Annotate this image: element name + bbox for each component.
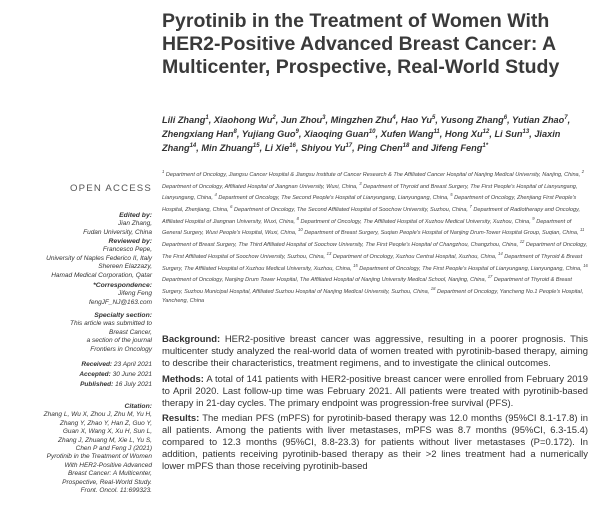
citation-block <box>0 403 152 495</box>
accepted-date: Accepted: 30 June 2021 <box>79 371 152 378</box>
affiliation-number: 5 <box>450 192 453 198</box>
affiliation-number: 1 <box>162 169 165 174</box>
author-affiliation-number: 5 <box>431 115 436 121</box>
citation-line: Breast Cancer: A Multicenter, <box>67 470 152 478</box>
author-affiliation-number: 14 <box>189 142 197 149</box>
received-date: Received: 23 April 2021 <box>81 361 152 368</box>
affiliation-number: 9 <box>532 215 535 221</box>
affiliation-number: 3 <box>359 180 362 186</box>
citation-line: Chen P and Feng J (2021) <box>75 445 152 453</box>
author-affiliation-number: 10 <box>368 128 376 135</box>
specialty-block <box>0 312 152 354</box>
citation-heading: Citation: <box>124 403 152 410</box>
author-name[interactable]: Li Sun <box>494 128 523 139</box>
author-name[interactable]: Jifeng Feng <box>430 142 483 153</box>
affiliation-text: Department of Thyroid & Breast Surgery, The Affiliated Hospital of Xuzhou Medical University, Xuzhou, China, <box>162 253 583 272</box>
affiliation-text: Department of Oncology, The Second Affiliated Hospital of Soochow University, Suzhou, China, <box>234 206 468 213</box>
affiliation-number: 13 <box>326 250 332 256</box>
affiliation-text: Department of Oncology, The Second People's Hospital of Lianyungang, Lianyungang, China, <box>218 195 449 202</box>
author-name[interactable]: Xiaoqing Guan <box>303 128 369 139</box>
specialty-line: Breast Cancer, <box>109 328 152 336</box>
reviewer-name: Francesco Pepe, <box>102 246 152 254</box>
specialty-line: a section of the journal <box>86 337 152 345</box>
edited-by-heading: Edited by: <box>119 212 152 219</box>
affiliation-number: 15 <box>353 262 358 268</box>
author-affiliation-number: 12 <box>482 128 490 135</box>
citation-line: Prospective, Real-World Study. <box>62 478 152 486</box>
abstract-section-text: A total of 141 patients with HER2-positive breast cancer were enrolled from February 2019 to April 2020. Last follow-up time was February 2021. All patients were treated with pyrotinib-based therapy in 21-day cycles. The primary endpoint was progression-free survival (PFS). <box>162 373 588 409</box>
author-affiliation-number: 9 <box>295 128 299 135</box>
author-affiliation-number: 13 <box>522 128 530 135</box>
author-affiliation-number: 15 <box>252 142 260 149</box>
author-name[interactable]: Yusong Zhang <box>440 115 504 126</box>
author-affiliation-number: 1 <box>205 115 209 121</box>
journal-name: Frontiers in Oncology <box>90 345 152 353</box>
abstract-section-text: HER2-positive breast cancer was aggressive, resulting in a poorer prognosis. This multicenter study analyzed the real-world data of women treated with pyrotinib-based therapy, aiming to describe their characteristics, treatment regimens, and to investigate the clinical outcomes. <box>162 334 588 369</box>
author-affiliation-number: 6 <box>503 115 508 121</box>
abstract-paragraph <box>162 413 588 473</box>
affiliation-text: Department of Oncology, Yancheng No.1 People's Hospital, Yancheng, China <box>162 288 584 304</box>
author-name[interactable]: Min Zhuang <box>201 142 253 153</box>
correspondence-name: Jifeng Feng <box>118 290 152 298</box>
dates-block <box>0 360 152 390</box>
author-name[interactable]: Ping Chen <box>357 142 403 153</box>
citation-line: Front. Oncol. 11:699323. <box>80 487 152 495</box>
author-name[interactable]: Yutian Zhao <box>512 115 565 126</box>
affiliation-text: Department of Oncology, The Affiliated Hospital of Xuzhou Medical University, Xuzhou, China, <box>300 218 531 225</box>
specialty-line: This article was submitted to <box>69 320 152 328</box>
author-name[interactable]: Shiyou Yu <box>301 142 346 153</box>
correspondence-email[interactable]: fengJF_NJ@163.com <box>89 298 152 306</box>
reviewed-by-heading: Reviewed by: <box>108 238 152 245</box>
author-affiliation-number: 4 <box>392 115 396 121</box>
author-affiliation-number: 2 <box>272 115 276 121</box>
affiliation-number: 14 <box>498 250 503 256</box>
affiliation-number: 4 <box>214 192 217 198</box>
author-name[interactable]: Xufen Wang <box>380 128 434 139</box>
affiliation-text: Department of Oncology, The First People's Hospital of Lianyungang, Lianyungang, China, <box>359 265 582 272</box>
author-affiliation-number: 7 <box>564 115 568 121</box>
author-name[interactable]: Xiaohong Wu <box>213 115 273 126</box>
affiliation-text: Department of Thyroid & Breast Surgery, Suzhou Municipal Hospital, Affiliated Suzhou Hospital of Nanjing Medical University, Suzhou, China, <box>162 277 572 295</box>
author-affiliation-number: 3 <box>322 115 326 121</box>
author-affiliation-number: 1* <box>482 142 489 149</box>
author-affiliation-number: 16 <box>289 142 296 149</box>
affiliation-number: 11 <box>580 227 585 233</box>
specialty-heading: Specialty section: <box>94 312 152 319</box>
affiliation-number: 10 <box>298 227 303 233</box>
author-affiliation-number: 18 <box>402 142 410 149</box>
affiliation-text: Department of Oncology, Zhenjiang First People's Hospital, Zhenjiang, China, <box>162 195 577 213</box>
author-list: Lili Zhang$^1$, Xiaohong Wu$^2$, Jun Zhou$^3$, Mingzhen Zhu$^4$, Hao Yu$^5$, Yusong Zhang$^6$, Yutian Zhao$^7$, Zhengxiang Han$^8$, Yujiang Guo$^9$, Xiaoqing Guan$^{10}$, Xufen Wang$^{11}$, Hong Xu$^{12}$, Li Sun$^{13}$, Jiaxin Zhang$^{14}$, Min Zhuang$^{15}$, Li Xie$^{16}$, Shiyou Yu$^{17}$, Ping Chen$^{18}$ and Jifeng Feng$^{1*}$ <box>162 115 571 153</box>
abstract-section-label: Methods: <box>162 373 204 385</box>
affiliation-number: 2 <box>581 169 585 174</box>
citation-line: With HER2-Positive Advanced <box>64 461 152 469</box>
citation-line: Pyrotinib in the Treatment of Women <box>46 453 152 461</box>
correspondence-heading: *Correspondence: <box>93 282 152 289</box>
author-name[interactable]: Jun Zhou <box>280 115 323 126</box>
affiliation-text: Department of Thyroid and Breast Surgery, The First People's Hospital of Lianyungang, Lianyungang, China, <box>162 183 578 202</box>
abstract-paragraph <box>162 334 588 370</box>
abstract-section-label: Results: <box>162 413 200 425</box>
author-affiliation-number: 11 <box>433 128 440 135</box>
affiliation-text: Department of Oncology, Affiliated Hospital of Jiangnan University, Wuxi, China, <box>162 183 358 190</box>
affiliation-text: Department of Oncology, Nanjing Drum Tower Hospital, The Affiliated Hospital of Nanjing University Medical School, Nanjing, China, <box>162 277 487 284</box>
author-name[interactable]: Yujiang Guo <box>241 128 296 139</box>
citation-line: Zhang Y, Zhao Y, Han Z, Guo Y, <box>59 419 152 427</box>
affiliation-text: Department of General Surgery, Wuxi People's Hospital, Wuxi, China, <box>162 218 572 237</box>
reviewer-affiliation: Hamad Medical Corporation, Qatar <box>51 271 152 279</box>
published-date: Published: 16 July 2021 <box>80 381 152 388</box>
affiliation-text: Department of Radiotherapy and Oncology, Affiliated Hospital of Jiangnan University, Wuxi, China, <box>162 206 580 225</box>
affiliation-number: 8 <box>296 215 299 221</box>
affiliation-number: 18 <box>430 285 436 291</box>
author-name[interactable]: Jiaxin Zhang <box>162 128 561 153</box>
affiliation-text: Department of Oncology, Jiangsu Cancer Hospital & Jiangsu Institute of Cancer Research & The Affiliated Cancer Hospital of Nanjing Medical University, Nanjing, China, <box>165 171 581 178</box>
abstract-section-label: Background: <box>162 334 221 345</box>
author-affiliation-number: 17 <box>345 142 353 149</box>
editor-affiliation: Fudan University, China <box>83 228 152 236</box>
reviewed-by-block <box>0 238 152 280</box>
citation-line: Guan X, Wang X, Xu H, Sun L, <box>62 428 152 436</box>
affiliation-number: 16 <box>583 262 588 268</box>
author-affiliation-number: 8 <box>233 128 237 135</box>
affiliation-text: Department of Breast Surgery, Suqian People's Hospital of Nanjing Drum-Tower Hospital Group, Suqian, China, <box>304 230 579 237</box>
affiliation-list <box>162 168 588 305</box>
abstract-paragraph <box>162 374 588 410</box>
affiliation-text: Department of Oncology, The First Affiliated Hospital of Soochow University, Suzhou, China, <box>162 241 588 260</box>
author-name[interactable]: Zhengxiang Han <box>162 128 234 139</box>
author-name[interactable]: Hong Xu <box>444 128 483 139</box>
citation-line: Zhang J, Zhuang M, Xie L, Yu S, <box>58 436 152 444</box>
reviewer-name: Shereen Elazzazy, <box>98 263 152 271</box>
abstract <box>162 334 588 477</box>
open-access-label: OPEN ACCESS <box>70 183 152 194</box>
author-name[interactable]: Hao Yu <box>400 115 432 126</box>
affiliation-text: Department of Oncology, Xuzhou Central Hospital, Xuzhou, China, <box>332 253 497 260</box>
affiliation-number: 17 <box>487 274 493 280</box>
affiliation-number: 12 <box>519 239 525 245</box>
correspondence-block <box>0 282 152 307</box>
editor-name: Jian Zhang, <box>118 220 152 228</box>
affiliation-text: Department of Breast Surgery, The Third Affiliated Hospital of Soochow University, The First People's Hospital of Changzhou, Changzhou, China, <box>162 241 519 248</box>
citation-line: Zhang L, Wu X, Zhou J, Zhu M, Yu H, <box>43 411 152 419</box>
abstract-section-text: The median PFS (mPFS) for pyrotinib-based therapy was 12.0 months (95%CI 8.1-17.8) in all patients. Among the patients with liver metastases, mPFS was 8.7 months (95%CI, 6.3-15.4) compared to 12.3 months (95%CI, 8.8-23.3) for patients without liver metastases (P=0.172). In addition, patients receiving pyrotinib-based therapy as their >2 lines treatment had a numerically lower mPFS than those receiving pyrotinib-based <box>162 413 588 473</box>
article-title: Pyrotinib in the Treatment of Women With HER2-Positive Advanced Breast Cancer: A Multicenter, Prospective, Real-World Study <box>162 10 560 78</box>
affiliation-number: 7 <box>469 204 472 210</box>
reviewer-affiliation: University of Naples Federico II, Italy <box>46 254 152 262</box>
author-name[interactable]: Lili Zhang <box>162 115 206 126</box>
affiliation-number: 6 <box>230 204 233 210</box>
author-name[interactable]: Li Xie <box>264 142 290 153</box>
author-name[interactable]: Mingzhen Zhu <box>330 115 393 126</box>
edited-by-block <box>0 212 152 237</box>
